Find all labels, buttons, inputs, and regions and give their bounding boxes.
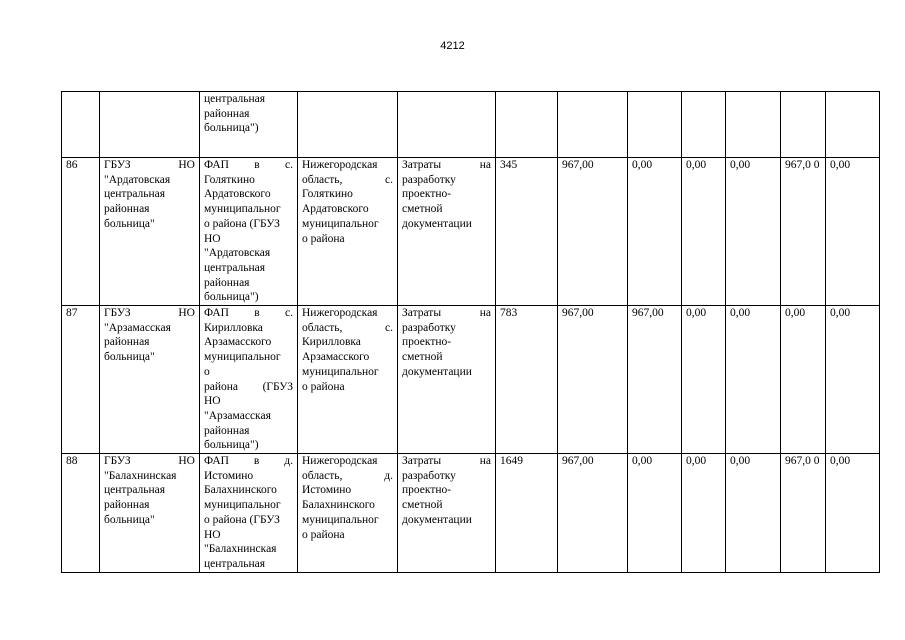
value-cell-6: 967,0 0 [781,158,826,306]
location-cell [298,454,398,573]
object-cell [200,454,298,573]
value-cell-5: 0,00 [726,454,781,573]
object-cell [200,306,298,454]
location-cell [298,306,398,454]
location-text: Голяткино Ардатовского муниципальног о района [302,188,379,245]
organization-cell [100,306,200,454]
value-cell-4: 0,00 [682,158,726,306]
organization-text: "Балахнинская центральная районная больница" [104,469,177,526]
organization-head: ГБУЗ НО [104,307,195,320]
location-text: Кирилловка Арзамасского муниципальног о района [302,336,379,393]
object-text: Голяткино Ардатовского муниципальног о района (ГБУЗ НО "Ардатовская центральная районная больница") [204,173,281,304]
value-cell-7: 0,00 [826,306,880,454]
row-number-cell: 88 [62,454,100,573]
value-cell-2: 967,00 [558,454,628,573]
value-cell-3: 0,00 [628,158,682,306]
value-cell-7 [826,92,880,158]
value-cell-5: 0,00 [726,306,781,454]
location-head: Нижегородская [302,307,378,320]
table-row [62,92,880,158]
purpose-cell [398,306,496,454]
value-cell-6 [781,92,826,158]
row-number-cell: 86 [62,158,100,306]
object-head: ФАП в д. [204,455,293,468]
location-justified: область, с. [302,173,393,186]
value-cell-3: 0,00 [628,454,682,573]
purpose-head: Затраты на [402,159,491,171]
value-cell-3 [628,92,682,158]
object-head: ФАП в с. [204,159,293,171]
purpose-head: Затраты на [402,307,491,320]
value-cell-1: 1649 [496,454,558,573]
organization-head: ГБУЗ НО [104,159,195,171]
table-row [62,158,880,306]
value-cell-1: 345 [496,158,558,306]
value-cell-7: 0,00 [826,454,880,573]
page-number: 4212 [440,40,465,52]
organization-head: ГБУЗ НО [104,455,195,468]
object-cell [200,158,298,306]
purpose-text: разработку проектно- сметной документации [402,173,472,230]
purpose-text: разработку проектно- сметной документации [402,469,472,526]
table-row [62,454,880,573]
location-cell [298,92,398,158]
value-cell-2 [558,92,628,158]
purpose-text: разработку проектно- сметной документации [402,321,472,378]
value-cell-4: 0,00 [682,306,726,454]
object-tail: НО "Арзамасская районная больница") [204,395,271,452]
object-cell [200,92,298,158]
location-head: Нижегородская [302,159,378,171]
value-cell-1 [496,92,558,158]
value-cell-6: 0,00 [781,306,826,454]
value-cell-7: 0,00 [826,158,880,306]
value-cell-2: 967,00 [558,158,628,306]
value-cell-1: 783 [496,306,558,454]
value-cell-5 [726,92,781,158]
value-cell-6: 967,0 0 [781,454,826,573]
purpose-cell [398,454,496,573]
location-text: Истомино Балахнинского муниципальног о района [302,484,379,541]
object-justified: района (ГБУЗ [204,380,293,393]
object-text: Истомино Балахнинского муниципальног о района (ГБУЗ НО "Балахнинская центральная [204,469,281,570]
value-cell-5: 0,00 [726,158,781,306]
organization-cell [100,158,200,306]
object-text: Кирилловка Арзамасского муниципальног о [204,321,281,378]
location-justified: область, с. [302,321,393,334]
object-head: ФАП в с. [204,307,293,320]
table-row [62,306,880,454]
data-table [61,91,880,573]
row-number-cell [62,92,100,158]
object-text: центральная районная больница") [204,93,266,135]
value-cell-2: 967,00 [558,306,628,454]
purpose-head: Затраты на [402,455,491,468]
location-justified: область, д. [302,469,393,482]
row-number-cell: 87 [62,306,100,454]
purpose-cell [398,92,496,158]
location-cell [298,158,398,306]
value-cell-4 [682,92,726,158]
value-cell-4: 0,00 [682,454,726,573]
organization-cell [100,92,200,158]
organization-text: "Ардатовская центральная районная больница" [104,173,171,230]
value-cell-3: 967,00 [628,306,682,454]
organization-cell [100,454,200,573]
purpose-cell [398,158,496,306]
location-head: Нижегородская [302,455,378,468]
organization-text: "Арзамасская районная больница" [104,321,171,364]
